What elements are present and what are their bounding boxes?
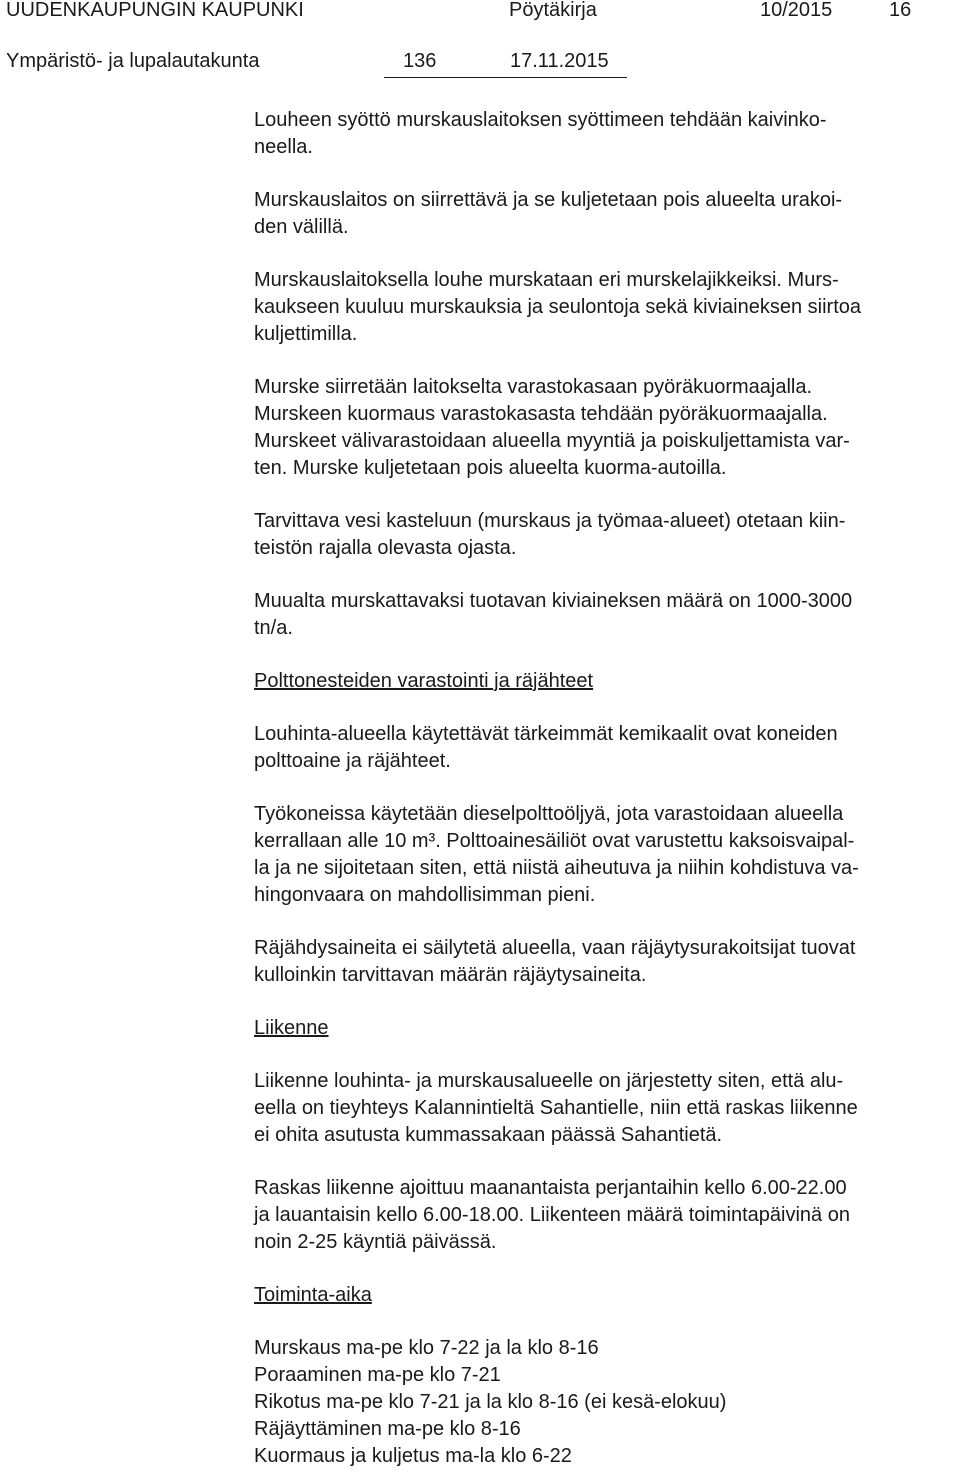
heading-text: Liikenne	[254, 1017, 329, 1039]
paragraph	[254, 1335, 954, 1470]
heading-text: Polttonesteiden varastointi ja räjähteet	[254, 670, 594, 692]
text-line: hingonvaara on mahdollisimman pieni.	[254, 884, 596, 906]
text-line: la ja ne sijoitetaan siten, että niistä aiheutuva ja niihin kohdistuva va-	[254, 857, 859, 879]
organization-name: UUDENKAUPUNGIN KAUPUNKI	[6, 0, 304, 21]
paragraph-gap	[254, 909, 954, 935]
text-line: teistön rajalla olevasta ojasta.	[254, 537, 517, 559]
paragraph-gap	[254, 1149, 954, 1175]
text-line: kaukseen kuuluu murskauksia ja seulontoja sekä kiviaineksen siirtoa	[254, 296, 861, 318]
text-line: Louheen syöttö murskauslaitoksen syöttimeen tehdään kaivinko-	[254, 109, 827, 131]
text-line: ten. Murske kuljetetaan pois alueelta kuorma-autoilla.	[254, 457, 727, 479]
page-number: 16	[889, 0, 912, 21]
text-line: Poraaminen ma-pe klo 7-21	[254, 1364, 501, 1386]
paragraph-gap	[254, 562, 954, 588]
text-line: Murske siirretään laitokselta varastokasaan pyöräkuormaajalla.	[254, 376, 813, 398]
paragraph	[254, 588, 954, 642]
section-number: 136	[403, 50, 437, 72]
text-line: ja lauantaisin kello 6.00-18.00. Liikenteen määrä toimintapäivinä on	[254, 1204, 850, 1226]
paragraph-gap	[254, 1309, 954, 1335]
meeting-date: 17.11.2015	[510, 50, 609, 72]
document-number: 10/2015	[760, 0, 833, 21]
text-line: Murskauslaitos on siirrettävä ja se kuljetetaan pois alueelta urakoi-	[254, 189, 843, 211]
paragraph-gap	[254, 241, 954, 267]
paragraph	[254, 374, 954, 482]
paragraph	[254, 1068, 954, 1149]
text-line: Muualta murskattavaksi tuotavan kiviaineksen määrä on 1000-3000	[254, 590, 853, 612]
text-line: neella.	[254, 136, 313, 158]
paragraph	[254, 267, 954, 348]
text-line: Murskauslaitoksella louhe murskataan eri murskelajikkeiksi. Murs-	[254, 269, 839, 291]
text-line: Murskaus ma-pe klo 7-22 ja la klo 8-16	[254, 1337, 599, 1359]
text-line: polttoaine ja räjähteet.	[254, 750, 451, 772]
section-heading	[254, 668, 954, 695]
document-body	[254, 107, 954, 1470]
text-line: tn/a.	[254, 617, 293, 639]
text-line: kerrallaan alle 10 m³. Polttoainesäiliöt ovat varustettu kaksoisvaipal-	[254, 830, 855, 852]
text-line: den välillä.	[254, 216, 349, 238]
text-line: Raskas liikenne ajoittuu maanantaista perjantaihin kello 6.00-22.00	[254, 1177, 847, 1199]
paragraph-gap	[254, 1042, 954, 1068]
text-line: Murskeet välivarastoidaan alueella myyntiä ja poiskuljettamista var-	[254, 430, 850, 452]
text-line: Tarvittava vesi kasteluun (murskaus ja työmaa-alueet) otetaan kiin-	[254, 510, 846, 532]
section-heading	[254, 1282, 954, 1309]
paragraph-gap	[254, 1256, 954, 1282]
paragraph	[254, 508, 954, 562]
text-line: Rikotus ma-pe klo 7-21 ja la klo 8-16 (ei kesä-elokuu)	[254, 1391, 727, 1413]
text-line: noin 2-25 käyntiä päivässä.	[254, 1231, 497, 1253]
paragraph-gap	[254, 482, 954, 508]
paragraph-gap	[254, 161, 954, 187]
text-line: Työkoneissa käytetään dieselpolttoöljyä, jota varastoidaan alueella	[254, 803, 844, 825]
text-line: Murskeen kuormaus varastokasasta tehdään pyöräkuormaajalla.	[254, 403, 828, 425]
text-line: kulloinkin tarvittavan määrän räjäytysaineita.	[254, 964, 647, 986]
heading-text: Toiminta-aika	[254, 1284, 372, 1306]
paragraph	[254, 721, 954, 775]
paragraph	[254, 801, 954, 909]
paragraph-gap	[254, 775, 954, 801]
paragraph	[254, 935, 954, 989]
board-name: Ympäristö- ja lupalautakunta	[6, 50, 260, 72]
document-type: Pöytäkirja	[509, 0, 597, 21]
paragraph-gap	[254, 642, 954, 668]
header-underline	[384, 77, 627, 78]
text-line: Liikenne louhinta- ja murskausalueelle on järjestetty siten, että alu-	[254, 1070, 844, 1092]
paragraph-gap	[254, 695, 954, 721]
paragraph	[254, 107, 954, 161]
text-line: Louhinta-alueella käytettävät tärkeimmät kemikaalit ovat koneiden	[254, 723, 838, 745]
text-line: Räjäyttäminen ma-pe klo 8-16	[254, 1418, 521, 1440]
paragraph-gap	[254, 348, 954, 374]
paragraph	[254, 1175, 954, 1256]
text-line: Kuormaus ja kuljetus ma-la klo 6-22	[254, 1445, 572, 1467]
text-line: eella on tieyhteys Kalannintieltä Sahantielle, niin että raskas liikenne	[254, 1097, 858, 1119]
text-line: Räjähdysaineita ei säilytetä alueella, vaan räjäytysurakoitsijat tuovat	[254, 937, 856, 959]
paragraph	[254, 187, 954, 241]
text-line: ei ohita asutusta kummassakaan päässä Sahantietä.	[254, 1124, 723, 1146]
text-line: kuljettimilla.	[254, 323, 358, 345]
paragraph-gap	[254, 989, 954, 1015]
section-heading	[254, 1015, 954, 1042]
